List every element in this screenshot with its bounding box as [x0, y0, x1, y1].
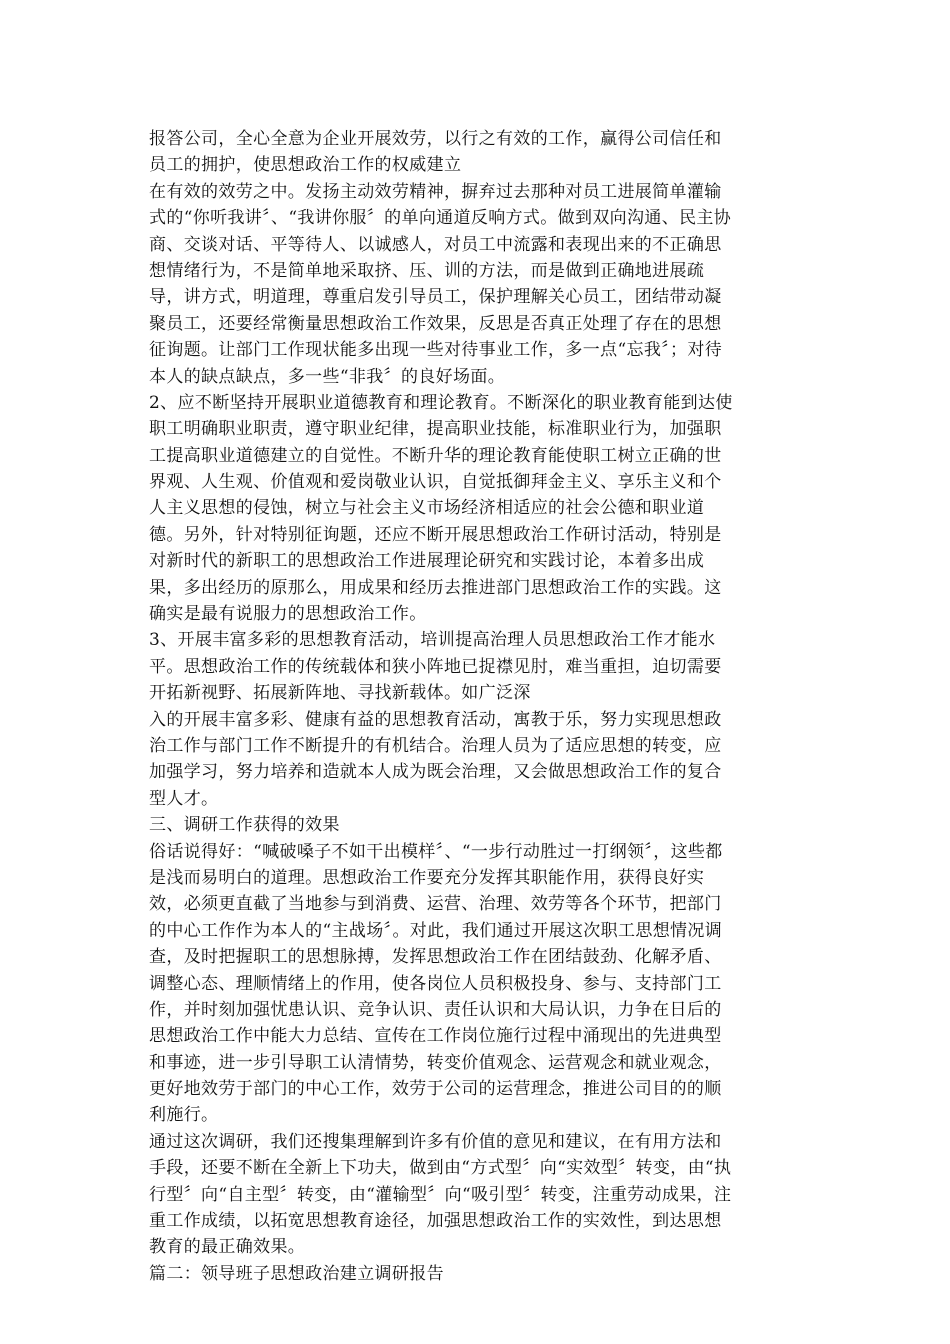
text-line: 报答公司，全心全意为企业开展效劳，以行之有效的工作，赢得公司信任和 [149, 129, 722, 149]
text-line: 治工作与部门工作不断提升的有机结合。治理人员为了适应思想的转变，应 [149, 735, 722, 756]
text-line: 俗话说得好：“喊破嗓子不如干出模样〞、“一步行动胜过一打纲领〞，这些都 [149, 841, 723, 862]
document-body [149, 126, 804, 1287]
text-line: 工提高职业道德建立的自觉性。不断升华的理论教育能使职工树立正确的世 [149, 445, 722, 466]
text-line: 职工明确职业职责，遵守职业纪律，提高职业技能，标准职业行为，加强职 [149, 419, 722, 440]
text-line: 利施行。 [149, 1105, 219, 1126]
text-line: 手段，还要不断在全新上下功夫，做到由“方式型〞向“实效型〞转变，由“执 [149, 1158, 732, 1179]
text-line: 思想政治工作中能大力总结、宣传在工作岗位施行过程中涌现出的先进典型 [149, 1026, 722, 1047]
text-line: 三、调研工作获得的效果 [149, 815, 340, 836]
text-line: 3、开展丰富多彩的思想教育活动，培训提高治理人员思想政治工作才能水 [149, 630, 716, 651]
text-line: 商、交谈对话、平等待人、以诚感人，对员工中流露和表现出来的不正确思 [149, 234, 722, 255]
text-line: 员工的拥护，使思想政治工作的权威建立 [149, 155, 462, 176]
text-line: 型人才。 [149, 788, 219, 809]
text-line: 界观、人生观、价值观和爱岗敬业认识，自觉抵御拜金主义、享乐主义和个 [149, 472, 722, 493]
text-line: 2、应不断坚持开展职业道德教育和理论教育。不断深化的职业教育能到达使 [149, 392, 733, 413]
text-line: 入的开展丰富多彩、健康有益的思想教育活动，寓教于乐，努力实现思想政 [149, 709, 722, 730]
text-line: 和事迹，进一步引导职工认清情势，转变价值观念、运营观念和就业观念， [149, 1052, 722, 1073]
text-line: 行型〞向“自主型〞转变，由“灌输型〞向“吸引型〞转变，注重劳动成果，注 [149, 1184, 732, 1205]
text-line: 果，多出经历的原那么，用成果和经历去推进部门思想政治工作的实践。这 [149, 577, 722, 598]
text-line: 的中心工作作为本人的“主战场〞。对此，我们通过开展这次职工思想情况调 [149, 920, 723, 941]
text-line: 式的“你听我讲〞、“我讲你服〞的单向通道反响方式。做到双向沟通、民主协 [149, 208, 732, 229]
text-line: 篇二：领导班子思想政治建立调研报告 [149, 1263, 444, 1284]
text-line: 开拓新视野、拓展新阵地、寻找新载体。如广泛深 [149, 683, 531, 704]
text-line: 作，并时刻加强忧患认识、竞争认识、责任认识和大局认识，力争在日后的 [149, 999, 722, 1020]
text-line: 调整心态、理顺情绪上的作用，使各岗位人员积极投身、参与、支持部门工 [149, 973, 722, 994]
text-line: 是浅而易明白的道理。思想政治工作要充分发挥其职能作用，获得良好实 [149, 867, 705, 888]
text-line: 查，及时把握职工的思想脉搏，发挥思想政治工作在团结鼓劲、化解矛盾、 [149, 947, 722, 968]
text-line: 更好地效劳于部门的中心工作，效劳于公司的运营理念，推进公司目的的顺 [149, 1079, 722, 1100]
text-line: 聚员工，还要经常衡量思想政治工作效果，反思是否真正处理了存在的思想 [149, 313, 722, 334]
text-line: 确实是最有说服力的思想政治工作。 [149, 604, 427, 625]
text-line: 平。思想政治工作的传统载体和狭小阵地已捉襟见肘，难当重担，迫切需要 [149, 656, 722, 677]
text-line: 重工作成绩，以拓宽思想教育途径，加强思想政治工作的实效性，到达思想 [149, 1211, 722, 1232]
text-line: 效，必须更直截了当地参与到消费、运营、治理、效劳等各个环节，把部门 [149, 894, 722, 915]
text-line: 德。另外，针对特别征询题，还应不断开展思想政治工作研讨活动，特别是 [149, 524, 722, 545]
text-line: 征询题。让部门工作现状能多出现一些对待事业工作，多一点“忘我〞；对待 [149, 340, 723, 361]
text-line: 对新时代的新职工的思想政治工作进展理论研究和实践讨论，本着多出成 [149, 551, 705, 572]
text-line: 人主义思想的侵蚀，树立与社会主义市场经济相适应的社会公德和职业道 [149, 498, 705, 519]
text-line: 加强学习，努力培养和造就本人成为既会治理，又会做思想政治工作的复合 [149, 762, 722, 783]
text-line: 通过这次调研，我们还搜集理解到许多有价值的意见和建议，在有用方法和 [149, 1131, 722, 1152]
text-line: 导，讲方式，明道理，尊重启发引导员工，保护理解关心员工，团结带动凝 [149, 287, 722, 308]
text-line: 想情绪行为，不是简单地采取挤、压、训的方法，而是做到正确地进展疏 [149, 260, 705, 281]
text-line: 教育的最正确效果。 [149, 1237, 306, 1258]
text-line: 在有效的效劳之中。发扬主动效劳精神，摒弃过去那种对员工进展简单灌输 [149, 181, 722, 202]
text-line: 本人的缺点缺点，多一些“非我〞的良好场面。 [149, 366, 506, 387]
